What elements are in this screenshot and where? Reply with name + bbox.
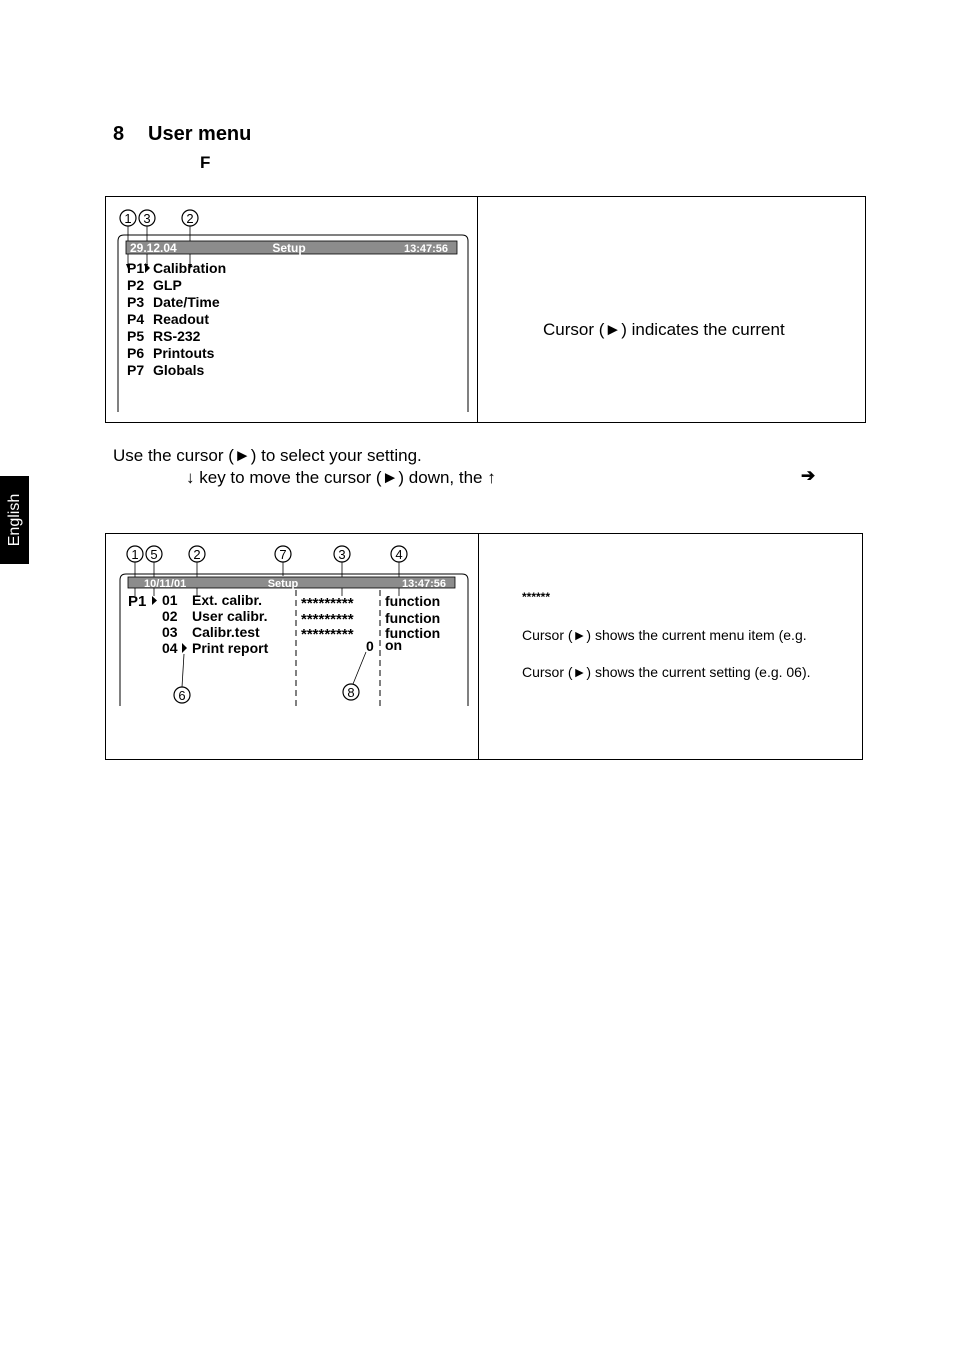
svg-text:1: 1: [124, 211, 132, 226]
figure1-callout-3: [139, 210, 155, 226]
svg-text:1: 1: [131, 547, 139, 562]
row-stars: 0: [366, 638, 374, 654]
row-value: on: [385, 637, 403, 653]
instruction-line-2-text: key to move the cursor (►) down, the: [199, 468, 483, 487]
menu-label: Globals: [153, 362, 205, 378]
figure2-display-diagram: [106, 534, 478, 759]
menu-label: Calibration: [153, 260, 227, 276]
subheading-fragment: F: [200, 153, 211, 172]
svg-text:3: 3: [143, 211, 151, 226]
svg-text:2: 2: [186, 211, 194, 226]
menu-label: RS-232: [153, 328, 201, 344]
figure1-table: [105, 196, 866, 423]
display-title: Setup: [267, 578, 299, 590]
svg-text:2: 2: [193, 547, 201, 562]
svg-text:3: 3: [338, 547, 346, 562]
figure2-table: [105, 533, 863, 760]
group-code: P1: [128, 593, 147, 610]
svg-text:5: 5: [150, 547, 158, 562]
cursor-icon: [152, 596, 157, 605]
row-label: Calibr.test: [192, 624, 260, 640]
menu-code: P1: [127, 260, 145, 276]
figure2-stars-note: ******: [522, 590, 551, 604]
instruction-line-2: [186, 468, 496, 488]
figure2-callout-1: [127, 546, 143, 562]
menu-code: P5: [127, 328, 145, 344]
menu-label: Date/Time: [153, 294, 220, 310]
menu-code: P3: [127, 294, 145, 310]
menu-code: P4: [127, 311, 145, 327]
language-label: English: [5, 493, 23, 547]
row-value: function: [385, 625, 441, 641]
menu-label: Printouts: [153, 345, 215, 361]
figure1-display-diagram: [106, 197, 478, 422]
row-number: 02: [162, 608, 178, 624]
row-label: Ext. calibr.: [192, 592, 263, 608]
figure2-callout-4: [391, 546, 407, 562]
figure2-callout-8: [343, 684, 359, 700]
figure2-callout-5: [146, 546, 162, 562]
row-label: User calibr.: [192, 608, 268, 624]
figure1-callout-1: [120, 210, 136, 226]
section-number: 8: [113, 123, 125, 145]
display-title: Setup: [272, 241, 306, 255]
cursor-icon: [182, 643, 187, 653]
display-date: 10/11/01: [144, 578, 187, 590]
right-arrow-icon: ➔: [801, 466, 816, 485]
menu-code: P7: [127, 362, 145, 378]
menu-label: GLP: [153, 277, 182, 293]
up-arrow-icon: ↑: [487, 468, 496, 487]
row-value: function: [385, 610, 441, 626]
svg-text:7: 7: [279, 547, 287, 562]
row-stars: *********: [301, 611, 354, 628]
menu-code: P6: [127, 345, 145, 361]
row-label: Print report: [192, 640, 269, 656]
display-date: 29.12.04: [130, 241, 177, 255]
menu-label: Readout: [153, 311, 209, 327]
instruction-line-1: Use the cursor (►) to select your setting.: [113, 446, 422, 465]
figure2-callout-6: [174, 687, 190, 703]
svg-text:6: 6: [178, 688, 186, 703]
figure2-setting-cursor-note: Cursor (►) shows the current setting (e.g. 06).: [522, 664, 811, 680]
figure2-callout-3: [334, 546, 350, 562]
row-stars: *********: [301, 595, 354, 612]
menu-code: P2: [127, 277, 145, 293]
figure2-callout-7: [275, 546, 291, 562]
svg-text:4: 4: [395, 547, 403, 562]
row-number: 04: [162, 640, 178, 656]
row-number: 01: [162, 592, 178, 608]
row-stars: *********: [301, 626, 354, 643]
display-time: 13:47:56: [401, 578, 446, 590]
language-side-tab: [0, 476, 29, 564]
figure2-menu-cursor-note: Cursor (►) shows the current menu item (e.g.: [522, 627, 807, 643]
svg-text:8: 8: [347, 685, 355, 700]
figure1-callout-2: [182, 210, 198, 226]
display-time: 13:47:56: [403, 243, 448, 255]
row-number: 03: [162, 624, 178, 640]
figure1-note: Cursor (►) indicates the current: [543, 320, 785, 339]
row-value: function: [385, 593, 441, 609]
section-title: User menu: [148, 123, 252, 145]
figure2-callout-2: [189, 546, 205, 562]
figure2-divider: [478, 534, 479, 759]
down-arrow-icon: ↓: [186, 468, 195, 487]
